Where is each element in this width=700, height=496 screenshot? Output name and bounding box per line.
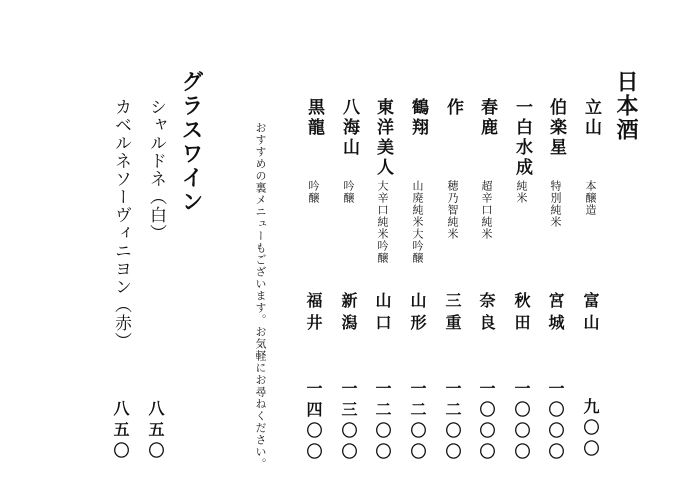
sake-grade: 穂乃智純米	[446, 180, 459, 240]
sake-price: 一二〇〇	[443, 380, 462, 464]
sake-prefecture: 秋田	[512, 292, 531, 336]
sake-grade: 本醸造	[584, 180, 597, 216]
sake-prefecture: 山口	[373, 292, 392, 336]
sake-name: 鶴翔	[408, 98, 428, 138]
sake-price: 一〇〇〇	[512, 380, 531, 464]
sake-prefecture: 宮城	[546, 292, 565, 336]
sake-price: 一三〇〇	[339, 380, 358, 464]
sake-grade: 超辛口純米	[480, 180, 493, 240]
sake-prefecture: 福井	[304, 292, 323, 336]
wine-title: グラスワイン	[178, 70, 204, 214]
sake-price: 一〇〇〇	[546, 380, 565, 464]
sake-prefecture: 山形	[408, 292, 427, 336]
sake-grade: 山廃純米大吟醸	[411, 180, 424, 264]
sake-title: 日本酒	[613, 70, 639, 142]
hidden-menu-note: おすすめの裏メニューもございます。お気軽にお尋ねください。	[254, 122, 267, 470]
sake-price: 一四〇〇	[304, 380, 323, 464]
sake-name: 春鹿	[477, 98, 497, 138]
sake-name: 黒龍	[304, 98, 324, 138]
sake-name: 作	[443, 98, 463, 118]
sake-grade: 純米	[515, 180, 528, 204]
sake-price: 一〇〇〇	[477, 380, 496, 464]
sake-grade: 大辛口純米吟醸	[376, 180, 389, 264]
sake-name: 立山	[581, 98, 601, 138]
sake-price: 一二〇〇	[373, 380, 392, 464]
sake-grade: 特別純米	[549, 180, 562, 228]
sake-name: 八海山	[339, 98, 359, 158]
sake-name: 伯楽星	[546, 98, 566, 158]
sake-price: 一二〇〇	[408, 380, 427, 464]
sake-prefecture: 新潟	[339, 292, 358, 336]
sake-name: 東洋美人	[373, 98, 393, 178]
sake-grade: 吟醸	[307, 180, 320, 204]
sake-prefecture: 富山	[581, 292, 600, 336]
wine-name: カベルネソーヴィニヨン（赤）	[111, 98, 131, 350]
sake-prefecture: 三重	[443, 292, 462, 336]
wine-price: 八五〇	[146, 400, 165, 463]
sake-price: 九〇〇	[581, 398, 600, 461]
sake-grade: 吟醸	[342, 180, 355, 204]
sake-name: 一白水成	[512, 98, 532, 178]
wine-name: シャルドネ（白）	[146, 98, 166, 242]
sake-prefecture: 奈良	[477, 292, 496, 336]
wine-price: 八五〇	[111, 400, 130, 463]
